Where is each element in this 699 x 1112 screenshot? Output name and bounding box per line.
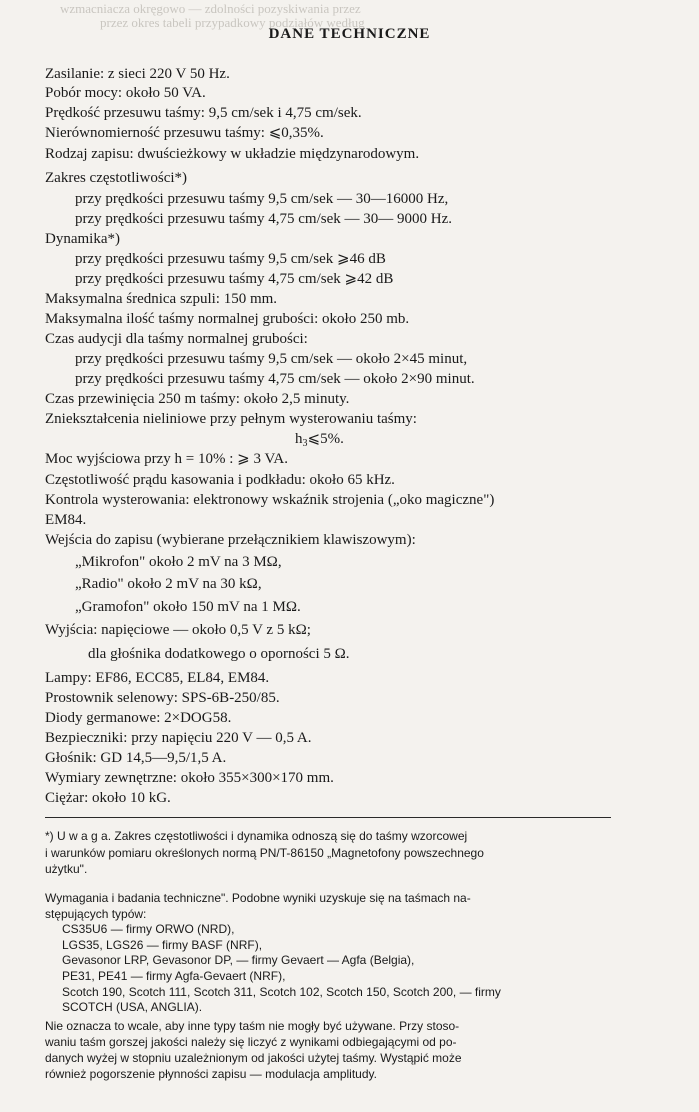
spec-line: Lampy: EF86, ECC85, EL84, EM84. <box>45 670 270 686</box>
spec-line: Nierównomierność przesuwu taśmy: ⩽0,35%. <box>45 125 324 141</box>
spec-line: Rodzaj zapisu: dwuścieżkowy w układzie międzynarodowym. <box>45 146 420 162</box>
spec-subline: przy prędkości przesuwu taśmy 4,75 cm/sek — 30— 9000 Hz. <box>75 211 453 227</box>
footnote-line: użytku". <box>45 862 88 876</box>
spec-subline: przy prędkości przesuwu taśmy 9,5 cm/sek — 30—16000 Hz, <box>75 191 449 207</box>
note-line: stępujących typów: <box>45 907 147 921</box>
distortion-limit: ⩽5%. <box>307 431 344 447</box>
spec-heading: Dynamika*) <box>45 231 120 247</box>
spec-line: Częstotliwość prądu kasowania i podkładu: około 65 kHz. <box>45 472 395 488</box>
tape-type-line: LGS35, LGS26 — firmy BASF (NRF), <box>62 938 263 952</box>
tape-type-line: Gevasonor LRP, Gevasonor DP, — firmy Gevaert — Agfa (Belgia), <box>62 953 415 967</box>
spec-line: Kontrola wysterowania: elektronowy wskaźnik strojenia („oko magiczne") <box>45 492 495 508</box>
footnote-line: *) U w a g a. Zakres częstotliwości i dynamika odnoszą się do taśmy wzorcowej <box>45 829 468 843</box>
spec-line: Czas przewinięcia 250 m taśmy: około 2,5 minuty. <box>45 391 350 407</box>
note-line: waniu taśm gorszej jakości należy się liczyć z wynikami odbiegającymi od po- <box>45 1035 457 1049</box>
spec-line: Wyjścia: napięciowe — około 0,5 V z 5 kΩ; <box>45 622 311 638</box>
note-line: Nie oznacza to wcale, aby inne typy taśm nie mogły być używane. Przy stoso- <box>45 1019 460 1033</box>
tape-type-line: SCOTCH (USA, ANGLIA). <box>62 1000 203 1014</box>
spec-subline: przy prędkości przesuwu taśmy 9,5 cm/sek — około 2×45 minut, <box>75 351 468 367</box>
bleed-line: przez okres tabeli przypadkowy podziałów według <box>100 15 365 30</box>
spec-subline: przy prędkości przesuwu taśmy 4,75 cm/sek — około 2×90 minut. <box>75 371 475 387</box>
spec-line: Zasilanie: z sieci 220 V 50 Hz. <box>45 66 230 82</box>
note-line: danych wyżej w stopniu uzależnionym od jakości użytej taśmy. Wystąpić może <box>45 1051 462 1065</box>
spec-line: Wymiary zewnętrzne: około 355×300×170 mm. <box>45 770 334 786</box>
spec-line: Prędkość przesuwu taśmy: 9,5 cm/sek i 4,75 cm/sek. <box>45 105 362 121</box>
spec-line: Pobór mocy: około 50 VA. <box>45 85 206 101</box>
footnote-line: i warunków pomiaru określonych normą PN/T-86150 „Magnetofony powszechnego <box>45 846 484 860</box>
spec-subline: „Gramofon" około 150 mV na 1 MΩ. <box>75 599 301 615</box>
page-title: DANE TECHNICZNE <box>268 26 431 42</box>
spec-heading: Czas audycji dla taśmy normalnej grubości: <box>45 331 308 347</box>
tape-type-line: Scotch 190, Scotch 111, Scotch 311, Scotch 102, Scotch 150, Scotch 200, — firmy <box>62 985 501 999</box>
distortion-value <box>295 430 344 453</box>
tape-type-line: PE31, PE41 — firmy Agfa-Gevaert (NRF), <box>62 969 286 983</box>
spec-line: Prostownik selenowy: SPS-6B-250/85. <box>45 690 280 706</box>
spec-heading: Wejścia do zapisu (wybierane przełącznikiem klawiszowym): <box>45 532 416 548</box>
spec-subline: przy prędkości przesuwu taśmy 4,75 cm/sek ⩾42 dB <box>75 271 394 287</box>
spec-subline: „Radio" około 2 mV na 30 kΩ, <box>75 576 262 592</box>
bleed-line: wzmacniacza okręgowo — zdolności pozyskiwania przez <box>60 1 361 16</box>
spec-line: Maksymalna ilość taśmy normalnej grubości: około 250 mb. <box>45 311 410 327</box>
tape-type-line: CS35U6 — firmy ORWO (NRD), <box>62 922 235 936</box>
spec-heading: Zakres częstotliwości*) <box>45 170 188 186</box>
spec-line: Zniekształcenia nieliniowe przy pełnym wysterowaniu taśmy: <box>45 411 417 427</box>
spec-line: Diody germanowe: 2×DOG58. <box>45 710 232 726</box>
note-line: Wymagania i badania techniczne". Podobne wyniki uzyskuje się na taśmach na- <box>45 891 471 905</box>
spec-line: Maksymalna średnica szpuli: 150 mm. <box>45 291 278 307</box>
h-symbol: h <box>295 431 303 447</box>
spec-line: EM84. <box>45 512 87 528</box>
spec-line: Bezpieczniki: przy napięciu 220 V — 0,5 A. <box>45 730 312 746</box>
spec-line: Ciężar: około 10 kG. <box>45 790 171 806</box>
section-divider <box>45 817 611 818</box>
spec-subline: przy prędkości przesuwu taśmy 9,5 cm/sek ⩾46 dB <box>75 251 386 267</box>
spec-line: Moc wyjściowa przy h = 10% : ⩾ 3 VA. <box>45 451 288 467</box>
spec-subline: dla głośnika dodatkowego o oporności 5 Ω. <box>88 646 350 662</box>
spec-subline: „Mikrofon" około 2 mV na 3 MΩ, <box>75 554 282 570</box>
note-line: również pogorszenie płynności zapisu — modulacja amplitudy. <box>45 1067 377 1081</box>
spec-line: Głośnik: GD 14,5—9,5/1,5 A. <box>45 750 227 766</box>
h-subscript: 3 <box>302 438 308 449</box>
